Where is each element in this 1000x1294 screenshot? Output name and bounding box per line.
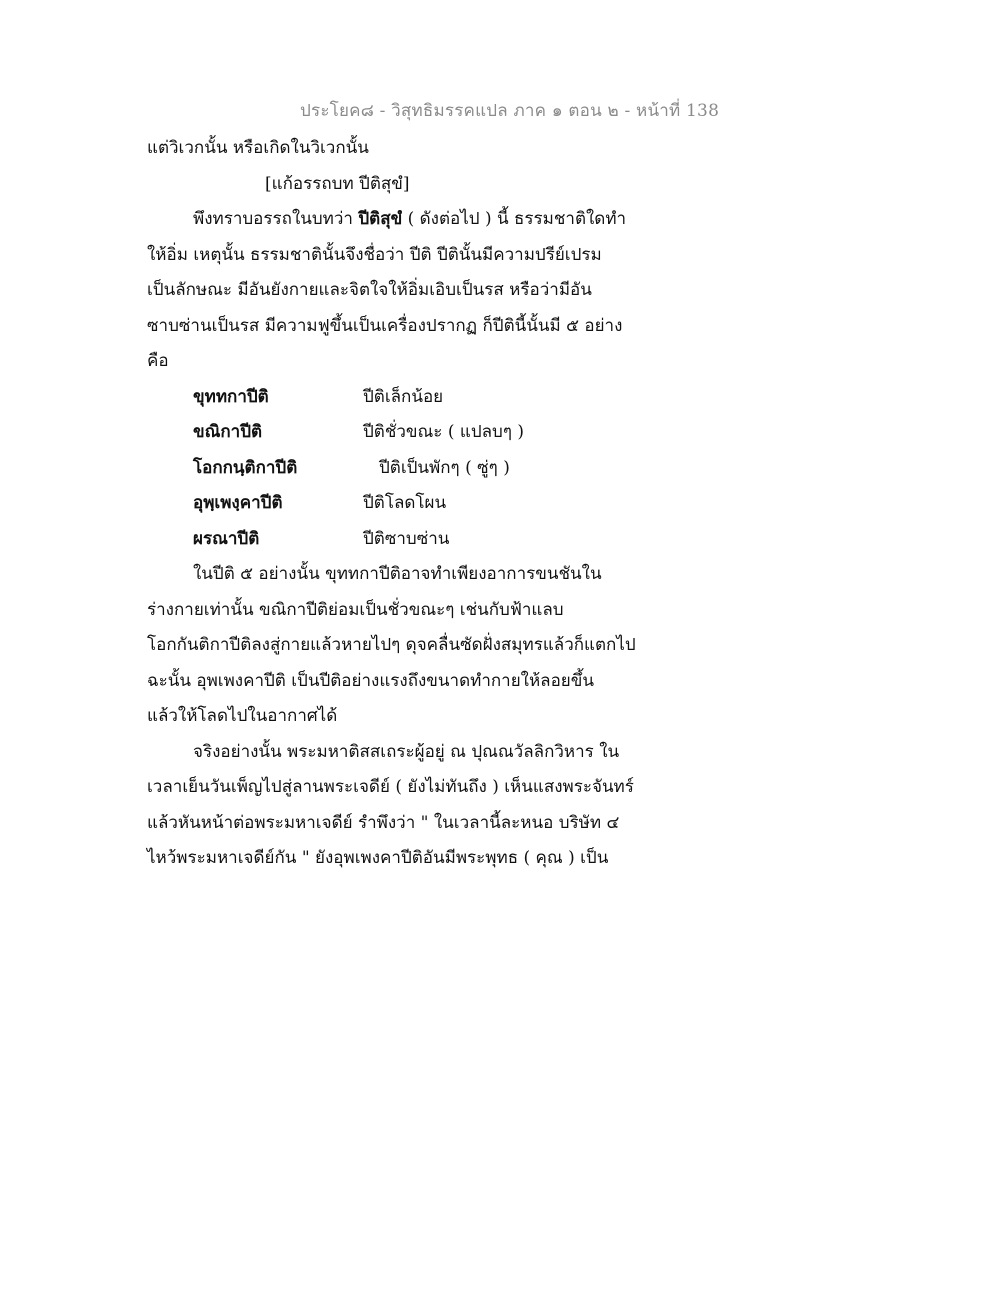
term-row [147, 415, 647, 451]
paragraph-line: แล้วหันหน้าต่อพระมหาเจดีย์ รำพึงว่า " ในเวลานี้ละหนอ บริษัท ๔ [147, 812, 620, 833]
paragraph-line: โอกกันติกาปีติลงสู่กายแล้วหายไปๆ ดุจคลื่นซัดฝั่งสมุทรแล้วก็แตกไป [147, 635, 636, 655]
paragraph-line: ในปีติ ๕ อย่างนั้น ขุททกาปีติอาจทำเพียงอาการขนชันใน [193, 564, 602, 584]
paragraph-line: เวลาเย็นวันเพ็ญไปสู่ลานพระเจดีย์ ( ยังไม่ทันถึง ) เห็นแสงพระจันทร์ [147, 777, 634, 797]
term-row [147, 486, 647, 522]
term-name: อุพฺเพงฺคาปีติ [193, 493, 283, 513]
paragraph-line: ซาบซ่านเป็นรส มีความฟูขึ้นเป็นเครื่องปรากฏ ก็ปีตินี้นั้นมี ๕ อย่าง [147, 315, 623, 336]
term-meaning: ปีติโลดโผน [363, 493, 447, 513]
term-row [147, 522, 647, 558]
paragraph-line [147, 202, 647, 238]
term-name: ขุททกาปีติ [193, 386, 269, 407]
term-name: ขณิกาปีติ [193, 422, 263, 442]
body-text [147, 131, 647, 877]
text-line: แต่วิเวกนั้น หรือเกิดในวิเวกนั้น [147, 138, 369, 158]
text-run: พึงทราบอรรถในบทว่า [193, 209, 359, 229]
paragraph-line: คือ [147, 351, 169, 371]
term-row [147, 451, 647, 487]
paragraph-line: ร่างกายเท่านั้น ขณิกาปีติย่อมเป็นชั่วขณะๆ เช่นกับฟ้าแลบ [147, 599, 564, 620]
paragraph-line: ไหว้พระมหาเจดีย์กัน " ยังอุพเพงคาปีติอันมีพระพุทธ ( คุณ ) เป็น [147, 848, 609, 868]
term-name: ผรณาปีติ [193, 528, 260, 549]
term-highlight: ปีติสุขํ [358, 209, 403, 229]
paragraph-line: เป็นลักษณะ มีอันยังกายและจิตใจให้อิ่มเอิบเป็นรส หรือว่ามีอัน [147, 280, 592, 300]
term-meaning: ปีติเป็นพักๆ ( ซู่ๆ ) [379, 457, 510, 478]
term-row [147, 380, 647, 416]
term-meaning: ปีติซาบซ่าน [363, 528, 450, 549]
term-name: โอกกนฺติกาปีติ [193, 457, 298, 478]
paragraph-line: ฉะนั้น อุพเพงคาปีติ เป็นปีติอย่างแรงถึงขนาดทำกายให้ลอยขึ้น [147, 670, 595, 691]
text-run: ( ดังต่อไป ) นี้ ธรรมชาติใดทำ [402, 209, 627, 229]
paragraph-line: จริงอย่างนั้น พระมหาติสสเถระผู้อยู่ ณ ปุณณวัลลิกวิหาร ใน [193, 741, 620, 762]
page-header: ประโยค๘ - วิสุทธิมรรคแปล ภาค ๑ ตอน ๒ - หน้าที่ 138 [300, 101, 720, 121]
paragraph-line: แล้วให้โลดไปในอากาศได้ [147, 706, 338, 726]
term-meaning: ปีติชั่วขณะ ( แปลบๆ ) [363, 422, 525, 442]
paragraph-line: ให้อิ่ม เหตุนั้น ธรรมชาตินั้นจึงชื่อว่า ปีติ ปีตินั้นมีความปรีย์เปรม [147, 244, 602, 265]
section-subtitle: [แก้อรรถบท ปีติสุขํ] [265, 173, 410, 194]
term-meaning: ปีติเล็กน้อย [363, 386, 444, 407]
